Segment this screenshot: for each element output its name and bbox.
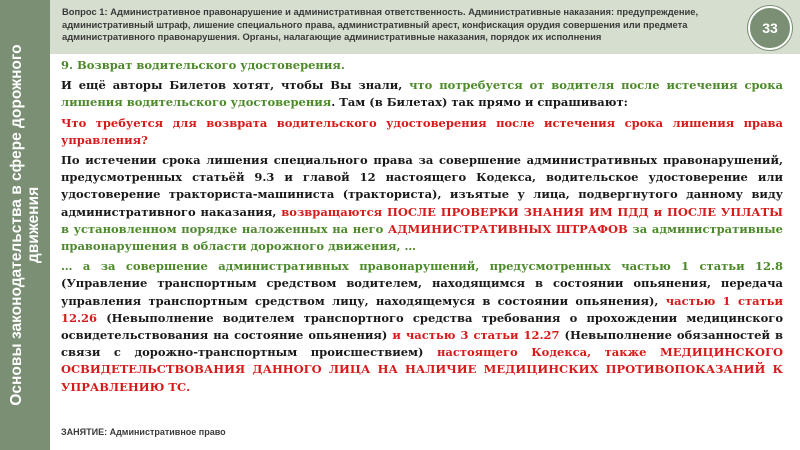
slide-number-badge: 33 (748, 6, 792, 50)
additional-text-7: настоящего Кодекса, также МЕДИЦИНСКОГО ОСВИДЕТЕЛЬСТВОВАНИЯ ДАННОГО ЛИЦА НА НАЛИЧИЕ МЕДИЦИНСКИХ ПРОТИВОПОКАЗАНИЙ К УПРАВЛЕНИЮ ТС. (61, 345, 783, 394)
law-text-3: за административные правонарушения в области дорожного движения, … (61, 221, 783, 254)
additional-text-4: (Невыполнение водителем транспортного средства требования о прохождении медицинского освидетельствования на состояние опьянения) (61, 310, 783, 343)
section-heading: 9. Возврат водительского удостоверения. (61, 58, 345, 72)
law-text-2: в установленном порядке наложенных на него (61, 221, 388, 236)
intro-paragraph (61, 77, 783, 111)
additional-text-2: (Управление транспортным средством водителем, находящимся в состоянии опьянения, передача управления транспортным средством лицу, находящемуся в состоянии опьянения), (61, 276, 783, 308)
intro-text-1: И ещё авторы Билетов хотят, чтобы Вы знали, (61, 78, 410, 93)
question-header: Вопрос 1: Административное правонарушение и административная ответственность. Административные наказания: предупреждение, административный штраф, лишение специального права, административный арест, конфискация орудия совершения или предмета административного правонарушения. Органы, налагающие административные наказания, порядок их исполнения (62, 6, 699, 43)
additional-text-3: частью 1 статьи 12.26 (61, 293, 783, 325)
exam-question: Что требуется для возврата водительского удостоверения после истечения срока лишения права управления? (61, 115, 783, 147)
law-text-1: По истечении срока лишения специального права за совершение административных правонарушений, предусмотренных статьёй 9.3 и главой 12 настоящего Кодекса, водительское удостоверение или удостоверение тракториста-машиниста (тракториста), изъятые у лица, подвергнутого данному виду административного наказания, (61, 153, 783, 219)
additional-paragraph (61, 258, 783, 396)
additional-text-1: … а за совершение административных правонарушений, предусмотренных частью 1 статьи 12.8 (61, 259, 783, 274)
law-text-highlight-2: АДМИНИСТРАТИВНЫХ ШТРАФОВ (387, 221, 628, 236)
footer-label: ЗАНЯТИЕ: Административное право (61, 427, 226, 437)
intro-text-highlight: что потребуется от водителя после истечения срока лишения водительского удостоверения (61, 78, 783, 110)
sidebar (0, 0, 50, 450)
additional-text-6: (Невыполнение обязанностей в связи с дорожно-транспортным происшествием) (61, 328, 783, 360)
sidebar-title: Основы законодательства в сфере дорожного движения (8, 44, 42, 406)
intro-text-2: . Там (в Билетах) так прямо и спрашивают: (331, 95, 628, 110)
law-text-highlight-1: возвращаются ПОСЛЕ ПРОВЕРКИ ЗНАНИЯ ИМ ПДД и ПОСЛЕ УПЛАТЫ (281, 204, 783, 219)
additional-text-5: и частью 3 статьи 12.27 (392, 328, 560, 343)
slide-body (61, 57, 783, 399)
law-paragraph (61, 152, 783, 255)
